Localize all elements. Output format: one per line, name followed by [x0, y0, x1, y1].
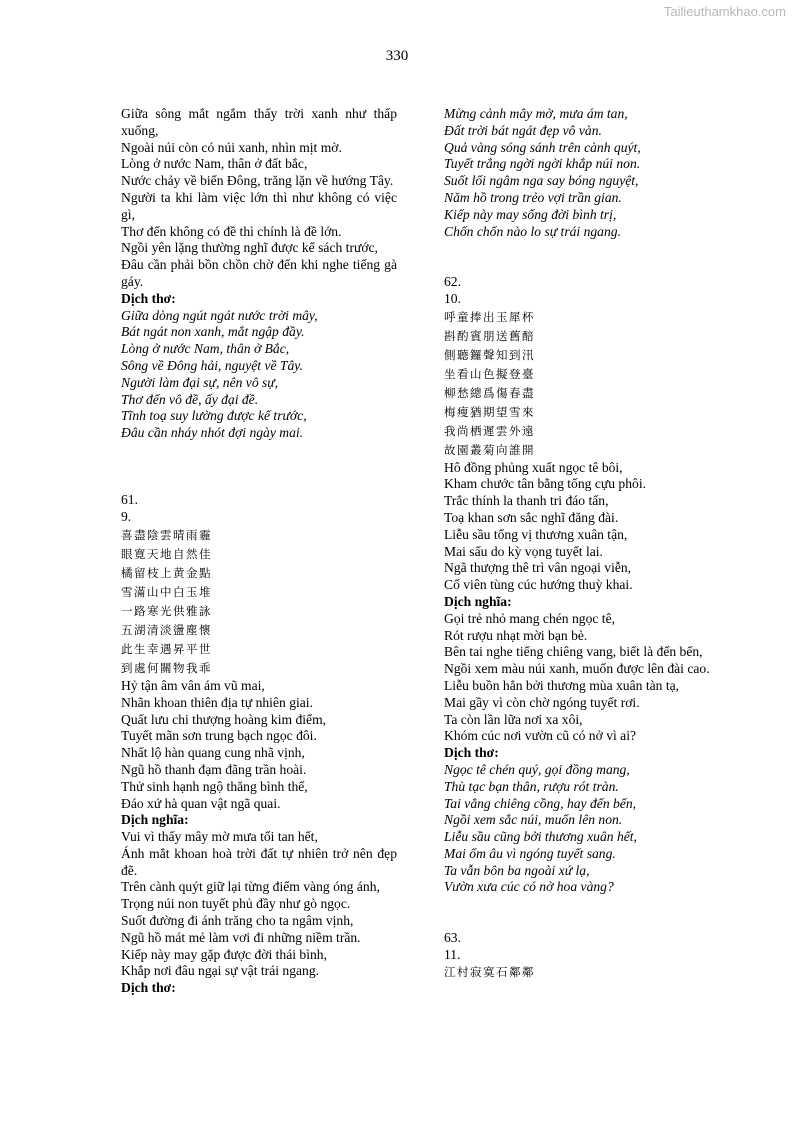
- poem62-subnumber: 10.: [444, 290, 461, 306]
- poem61-verse-line: Chốn chốn nào lo sự trái ngang.: [444, 223, 621, 239]
- poem62-reading-line: Ngã thượng thê trì vân ngoại viễn,: [444, 560, 632, 576]
- poem60-translation-line: Thơ đến không có đề thì chính là đề lớn.: [121, 223, 342, 239]
- poem61-meaning-line: Ánh mắt khoan hoà trời đất tự nhiên trở nên đẹp đẽ.: [121, 845, 397, 878]
- poem62-han-text-line: 坐看山色擬登臺: [444, 366, 535, 381]
- poem61-meaning: [121, 829, 397, 980]
- poem60-verse-label: Dịch thơ:: [121, 290, 176, 306]
- poem62-verse-line: Ngồi xem sắc núi, muốn lên non.: [444, 812, 623, 828]
- poem60-verse-line: Người làm đại sự, nên vô sự,: [121, 374, 279, 390]
- poem60-translation-line: Người ta khi làm việc lớn thì như không có việc gì,: [121, 189, 397, 222]
- poem61-verse-label: Dịch thơ:: [121, 980, 176, 996]
- poem60-translation-line: Lòng ở nước Nam, thân ở đất bắc,: [121, 156, 308, 172]
- poem62-verse-line: Liễu sầu cũng bởi thương xuân hết,: [444, 829, 637, 845]
- poem60-verse: [121, 308, 397, 442]
- poem62-reading-line: Cố viên tùng cúc hướng thuỳ khai.: [444, 577, 633, 593]
- poem63-subnumber: 11.: [444, 946, 461, 962]
- poem62-verse-line: Tai vẳng chiêng cồng, hay đến bến,: [444, 795, 637, 811]
- poem62-verse-label: Dịch thơ:: [444, 745, 499, 761]
- poem62-reading-line: Toạ khan sơn sắc nghĩ đăng đài.: [444, 509, 619, 525]
- poem62-verse-line: Ta vẫn bôn ba ngoài xứ lạ,: [444, 862, 590, 878]
- poem62-meaning-line: Gọi trẻ nhỏ mang chén ngọc tê,: [444, 610, 616, 626]
- poem60-verse-line: Bát ngát non xanh, mắt ngập đầy.: [121, 324, 305, 340]
- poem63-number: 63.: [444, 929, 461, 945]
- poem62-verse-line: Ngọc tê chén quý, gọi đồng mang,: [444, 761, 630, 777]
- poem62-meaning-line: Ta còn lần lữa nơi xa xôi,: [444, 711, 583, 727]
- poem61-verse-line: Năm hồ trong trẻo vợi trần gian.: [444, 189, 622, 205]
- poem61-han-text-line: 到處何關物我乖: [121, 660, 212, 675]
- poem62-meaning-line: Bên tai nghe tiếng chiêng vang, biết là đến bến,: [444, 644, 703, 660]
- poem61-reading-line: Quất lưu chi thượng hoàng kim điểm,: [121, 711, 327, 727]
- poem60-translation-line: Ngoài núi còn có núi xanh, nhìn mịt mờ.: [121, 139, 342, 155]
- poem61-meaning-line: Trên cành quýt giữ lại từng điểm vàng óng ánh,: [121, 879, 380, 895]
- poem62-verse-line: Thù tạc bạn thân, rượu rót tràn.: [444, 778, 619, 794]
- poem61-meaning-line: Suốt đường đi ánh trăng cho ta ngâm vịnh,: [121, 913, 354, 929]
- poem61-verse: [444, 106, 720, 240]
- poem61-han-text-line: 眼寛天地自然佳: [121, 546, 212, 561]
- poem61-han-text-line: 喜盡陰雲晴雨霾: [121, 527, 212, 542]
- poem61-subnumber: 9.: [121, 509, 132, 525]
- poem63-han-text-line: 江村寂寞石鄰鄰: [444, 965, 535, 980]
- poem61-reading-line: Đáo xứ hà quan vật ngã quai.: [121, 795, 281, 811]
- poem61-han-text: [121, 526, 397, 678]
- poem62-verse-line: Vườn xưa cúc có nở hoa vàng?: [444, 879, 614, 895]
- poem60-translation-line: Ngồi yên lặng thường nghĩ được kế sách trước,: [121, 240, 378, 256]
- poem61-reading-line: Nhất lộ hàn quang cung nhã vịnh,: [121, 745, 305, 761]
- poem62-han-text-line: 梅瘦猶期望雪來: [444, 404, 535, 419]
- poem61-verse-line: Kiếp này may sống đời bình trị,: [444, 206, 617, 222]
- poem63-han-text: [444, 963, 720, 982]
- poem62-meaning-line: Mai gầy vì còn chờ ngóng tuyết rơi.: [444, 694, 640, 710]
- poem60-verse-line: Giữa dòng ngút ngát nước trời mây,: [121, 307, 318, 323]
- poem61-reading-line: Thử sinh hạnh ngộ thăng bình thế,: [121, 778, 308, 794]
- poem62-reading-line: Liễu sầu tổng vị thương xuân tận,: [444, 526, 628, 542]
- poem61-meaning-line: Ngũ hồ mát mẻ làm vơi đi những niềm trần.: [121, 929, 361, 945]
- poem60-verse-line: Đâu cần nháy nhót đợi ngày mai.: [121, 425, 304, 441]
- poem60-translation-line: Nước chảy về biển Đông, trăng lặn về hướng Tây.: [121, 173, 394, 189]
- poem62-reading-line: Kham chước tân bằng tống cựu phôi.: [444, 476, 646, 492]
- poem61-reading-line: Nhãn khoan thiên địa tự nhiên giai.: [121, 694, 313, 710]
- watermark: Tailieuthamkhao.com: [663, 4, 786, 19]
- poem60-verse-line: Thơ đến vô đề, ấy đại đề.: [121, 391, 259, 407]
- poem61-verse-line: Đất trời bát ngát đẹp vô vàn.: [444, 122, 602, 138]
- poem61-meaning-line: Vui vì thấy mây mờ mưa tối tan hết,: [121, 829, 318, 845]
- poem60-translation-line: Đâu cần phải bồn chồn chờ đến khi nghe tiếng gà gáy.: [121, 257, 397, 289]
- poem62-han-text-line: 故園叢菊向誰開: [444, 442, 535, 457]
- poem62-meaning: [444, 611, 720, 745]
- poem61-han-text-line: 橘留枝上黄金點: [121, 565, 212, 580]
- poem61-meaning-line: Kiếp này may gặp được đời thái bình,: [121, 946, 327, 962]
- poem61-han-text-line: 此生幸遇昇平世: [121, 641, 212, 656]
- poem60-translation-line: Giữa sông mắt ngắm thấy trời xanh như thấp xuống,: [121, 106, 397, 138]
- left-column: [121, 106, 397, 997]
- poem61-verse-line: Tuyết trắng ngời ngời khắp núi non.: [444, 156, 641, 172]
- poem62-reading-line: Mai sấu do kỳ vọng tuyết lai.: [444, 543, 603, 559]
- poem61-verse-line: Suốt lối ngâm nga say bóng nguyệt,: [444, 173, 639, 189]
- poem61-number: 61.: [121, 492, 138, 508]
- poem62-reading: [444, 460, 720, 594]
- poem62-meaning-line: Ngồi xem màu núi xanh, muốn được lên đài cao.: [444, 661, 710, 677]
- poem62-han-text-line: 我尚栖遲雲外遠: [444, 423, 535, 438]
- poem61-reading-line: Tuyết mãn sơn trung bạch ngọc đôi.: [121, 728, 317, 744]
- right-column: [444, 106, 720, 982]
- poem62-meaning-line: Khóm cúc nơi vườn cũ có nở vì ai?: [444, 728, 637, 744]
- poem61-reading-line: Hỷ tận âm vân ám vũ mai,: [121, 677, 265, 693]
- poem62-reading-line: Hô đồng phủng xuất ngọc tê bôi,: [444, 459, 623, 475]
- poem62-han-text-line: 斟酌賓朋送舊醅: [444, 328, 535, 343]
- poem62-number: 62.: [444, 273, 461, 289]
- poem62-verse-line: Mai ốm âu vì ngóng tuyết sang.: [444, 845, 616, 861]
- poem61-verse-line: Quả vàng sóng sánh trên cành quýt,: [444, 139, 641, 155]
- poem62-meaning-line: Rót rượu nhạt mời bạn bè.: [444, 627, 588, 643]
- poem61-han-text-line: 一路寒光供雅詠: [121, 603, 212, 618]
- poem61-reading: [121, 678, 397, 812]
- poem60-translation: [121, 106, 397, 291]
- page-number: 330: [385, 48, 409, 64]
- poem61-meaning-label: Dịch nghĩa:: [121, 812, 189, 828]
- poem62-meaning-label: Dịch nghĩa:: [444, 593, 512, 609]
- poem60-verse-line: Sông về Đông hải, nguyệt về Tây.: [121, 357, 303, 373]
- poem61-reading-line: Ngũ hồ thanh đạm đãng trần hoài.: [121, 761, 307, 777]
- poem61-han-text-line: 五湖清淡盪塵懷: [121, 622, 212, 637]
- poem61-han-text-line: 雪滿山中白玉堆: [121, 584, 212, 599]
- poem60-verse-line: Lòng ở nước Nam, thân ở Bắc,: [121, 341, 290, 357]
- poem62-reading-line: Trắc thính la thanh tri đáo tấn,: [444, 493, 609, 509]
- poem62-han-text-line: 側聽鑼聲知到汛: [444, 347, 535, 362]
- poem62-meaning-line: Liễu buồn hẳn bởi thương mùa xuân tàn tạ,: [444, 677, 680, 693]
- poem62-verse: [444, 762, 720, 896]
- poem62-han-text-line: 呼童捧出玉犀杯: [444, 309, 535, 324]
- poem60-verse-line: Tĩnh toạ suy lường được kế trước,: [121, 408, 307, 424]
- poem61-meaning-line: Khắp nơi đâu ngại sự vật trái ngang.: [121, 963, 320, 979]
- poem62-han-text-line: 柳愁總爲傷春盡: [444, 385, 535, 400]
- poem61-verse-line: Mừng cảnh mây mờ, mưa ám tan,: [444, 106, 628, 121]
- poem62-han-text: [444, 308, 720, 460]
- poem61-meaning-line: Trọng núi non tuyết phủ đầy như gò ngọc.: [121, 896, 351, 912]
